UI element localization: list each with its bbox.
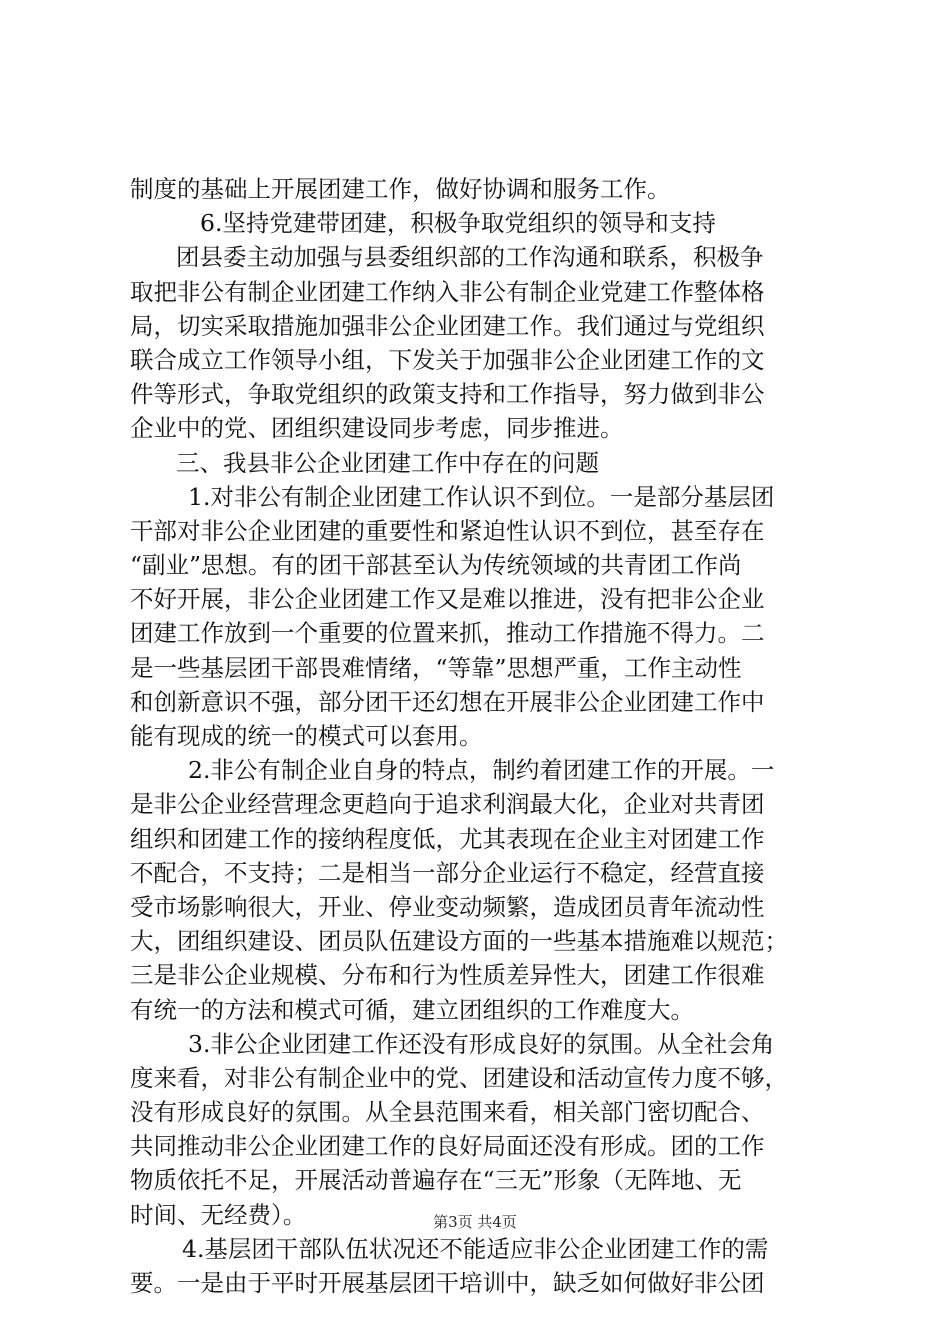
text-line: 是非公企业经营理念更趋向于追求利润最大化，企业对共青团 [130,790,765,819]
text-line: 团县委主动加强与县委组织部的工作沟通和联系，积极争 [176,243,764,272]
text-line: 度来看，对非公有制企业中的党、团建设和活动宣传力度不够， [130,1063,788,1092]
text-line: 制度的基础上开展团建工作，做好协调和服务工作。 [130,175,671,203]
text-line: 三、我县非公企业团建工作中存在的问题 [176,448,599,477]
page-footer: 第3页 共4页 [433,1213,517,1231]
text-line: 能有现成的统一的模式可以套用。 [130,722,483,750]
text-line: 三是非公企业规模、分布和行为性质差异性大，团建工作很难 [130,961,765,990]
text-line: 1.对非公有制企业团建工作认识不到位。一是部分基层团 [188,482,775,511]
text-line: 受市场影响很大，开业、停业变动频繁，造成团员青年流动性 [130,892,765,921]
text-line: 团建工作放到一个重要的位置来抓，推动工作措施不得力。二 [130,619,765,648]
text-line: 企业中的党、团组织建设同步考虑，同步推进。 [130,414,624,443]
text-line: 物质依托不足，开展活动普遍存在“三无”形象（无阵地、无 [130,1166,742,1195]
text-line: 干部对非公企业团建的重要性和紧迫性认识不到位，甚至存在 [130,516,765,545]
document-body [130,172,830,1300]
text-line: 取把非公有制企业团建工作纳入非公有制企业党建工作整体格 [130,277,765,306]
text-line: 有统一的方法和模式可循，建立团组织的工作难度大。 [130,995,694,1024]
text-line: 件等形式，争取党组织的政策支持和工作指导，努力做到非公 [130,380,765,409]
text-line: 不配合，不支持；二是相当一部分企业运行不稳定，经营直接 [130,858,765,887]
text-line: 2.非公有制企业自身的特点，制约着团建工作的开展。一 [188,756,775,785]
text-line: 4.基层团干部队伍状况还不能适应非公企业团建工作的需 [182,1234,769,1263]
text-line: 3.非公企业团建工作还没有形成良好的氛围。从全社会角 [188,1029,775,1058]
text-line: “副业”思想。有的团干部甚至认为传统领域的共青团工作尚 [130,551,742,580]
text-line: 不好开展，非公企业团建工作又是难以推进，没有把非公企业 [130,585,765,614]
text-line: 没有形成良好的氛围。从全县范围来看，相关部门密切配合、 [130,1098,765,1127]
text-line: 大，团组织建设、团员队伍建设方面的一些基本措施难以规范； [130,927,788,956]
text-line: 联合成立工作领导小组，下发关于加强非公企业团建工作的文 [130,345,765,374]
text-line: 组织和团建工作的接纳程度低，尤其表现在企业主对团建工作 [130,824,765,853]
text-line: 是一些基层团干部畏难情绪，“等靠”思想严重，工作主动性 [130,653,742,682]
text-line: 和创新意识不强，部分团干还幻想在开展非公企业团建工作中 [130,687,765,716]
text-line: 局，切实采取措施加强非公企业团建工作。我们通过与党组织 [130,311,765,340]
text-line: 要。一是由于平时开展基层团干培训中，缺乏如何做好非公团 [130,1269,765,1297]
text-line: 共同推动非公企业团建工作的良好局面还没有形成。团的工作 [130,1132,765,1161]
text-line: 时间、无经费）。 [130,1200,307,1229]
text-line: 6.坚持党建带团建，积极争取党组织的领导和支持 [200,209,716,238]
